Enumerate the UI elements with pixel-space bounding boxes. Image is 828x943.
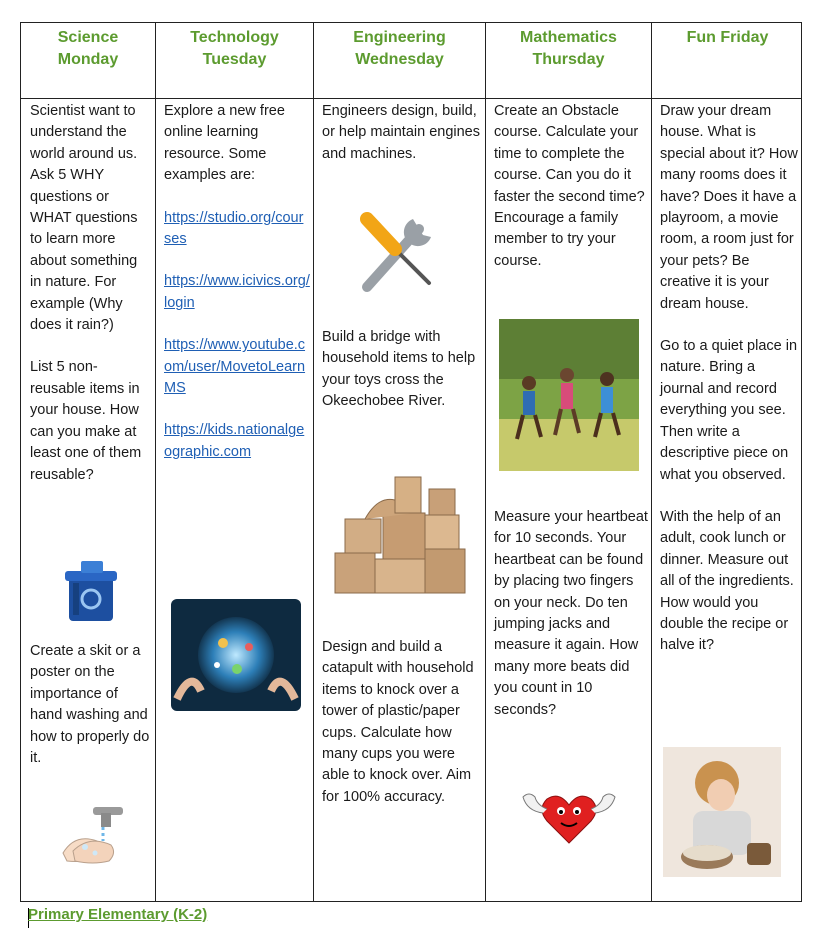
wrench-screwdriver-icon (353, 209, 443, 295)
page-footer-label: Primary Elementary (K-2) (28, 906, 208, 923)
tuesday-intro: Explore a new free online learning resource. Some examples are: (164, 103, 285, 184)
friday-column (660, 101, 802, 657)
column-divider (313, 23, 314, 901)
wednesday-column (322, 101, 482, 165)
monday-activity-2: List 5 non-reusable items in your house. How can you make at least one of them reusable? (30, 359, 142, 483)
header-line: Fun Friday (686, 29, 769, 46)
header-line: Monday (57, 51, 119, 68)
wednesday-activity-2: Build a bridge with household items to help your toys cross the Okeechobee River. (322, 329, 476, 410)
header-science-monday (21, 27, 155, 71)
header-mathematics-thursday (486, 27, 651, 71)
friday-activity-2: Go to a quiet place in nature. Bring a journal and record everything you see. Then write a descriptive piece on what you observed. (660, 338, 798, 483)
digital-globe-icon (171, 599, 301, 711)
header-technology-tuesday (156, 27, 313, 71)
link-national-geographic[interactable]: https://kids.nationalgeographic.com (164, 422, 305, 460)
monday-column (30, 101, 152, 486)
strong-heart-icon (513, 785, 625, 847)
tuesday-column (164, 101, 310, 463)
child-cooking-photo (663, 747, 781, 877)
link-icivics[interactable]: https://www.icivics.org/login (164, 273, 310, 311)
header-line: Science (57, 29, 119, 46)
link-studio[interactable]: https://studio.org/courses (164, 209, 304, 248)
header-line: Engineering (353, 29, 446, 46)
column-divider (651, 23, 652, 901)
link-youtube[interactable]: https://www.youtube.com/user/MovetoLearnMS (164, 337, 306, 397)
weekly-activity-table (20, 22, 802, 902)
header-fun-friday (652, 27, 803, 49)
hand-washing-icon (45, 801, 133, 869)
recycle-bin-icon (55, 555, 127, 627)
wednesday-activity-1: Engineers design, build, or help maintain engines and machines. (322, 103, 480, 162)
header-engineering-wednesday (314, 27, 485, 71)
header-divider (21, 98, 801, 99)
friday-activity-1: Draw your dream house. What is special about it? How many rooms does it have? Does it have a playroom, a movie room, a room just for your pets? Be creative it is your dream house. (660, 103, 798, 312)
thursday-column (494, 101, 649, 272)
header-line: Mathematics (520, 29, 617, 46)
header-line: Tuesday (202, 51, 267, 68)
header-line: Technology (190, 29, 279, 46)
thursday-activity-1: Create an Obstacle course. Calculate your time to complete the course. Can you do it faster the second time? Encourage a family member to try your course. (494, 103, 645, 269)
wooden-blocks-icon (325, 463, 475, 603)
kids-running-photo (499, 319, 639, 471)
friday-activity-3: With the help of an adult, cook lunch or dinner. Measure out all of the ingredients. How would you double the recipe or halve it? (660, 508, 794, 654)
header-line: Thursday (532, 51, 605, 68)
column-divider (485, 23, 486, 901)
thursday-activity-2: Measure your heartbeat for 10 seconds. Your heartbeat can be found by placing two fingers on your neck. Do ten jumping jacks and measure it again. How many more beats did you count in 10 seconds? (494, 509, 648, 718)
header-line: Wednesday (355, 51, 444, 68)
monday-activity-1: Scientist want to understand the world around us. Ask 5 WHY questions or WHAT questions to learn more about something in nature. For example (Why does it rain?) (30, 103, 138, 334)
column-divider (155, 23, 156, 901)
monday-activity-3: Create a skit or a poster on the importance of hand washing and how to properly do it. (30, 643, 150, 767)
wednesday-activity-3: Design and build a catapult with household items to knock over a tower of plastic/paper cups. Calculate how many cups you were able to knock over. Aim for 100% accuracy. (322, 639, 474, 805)
